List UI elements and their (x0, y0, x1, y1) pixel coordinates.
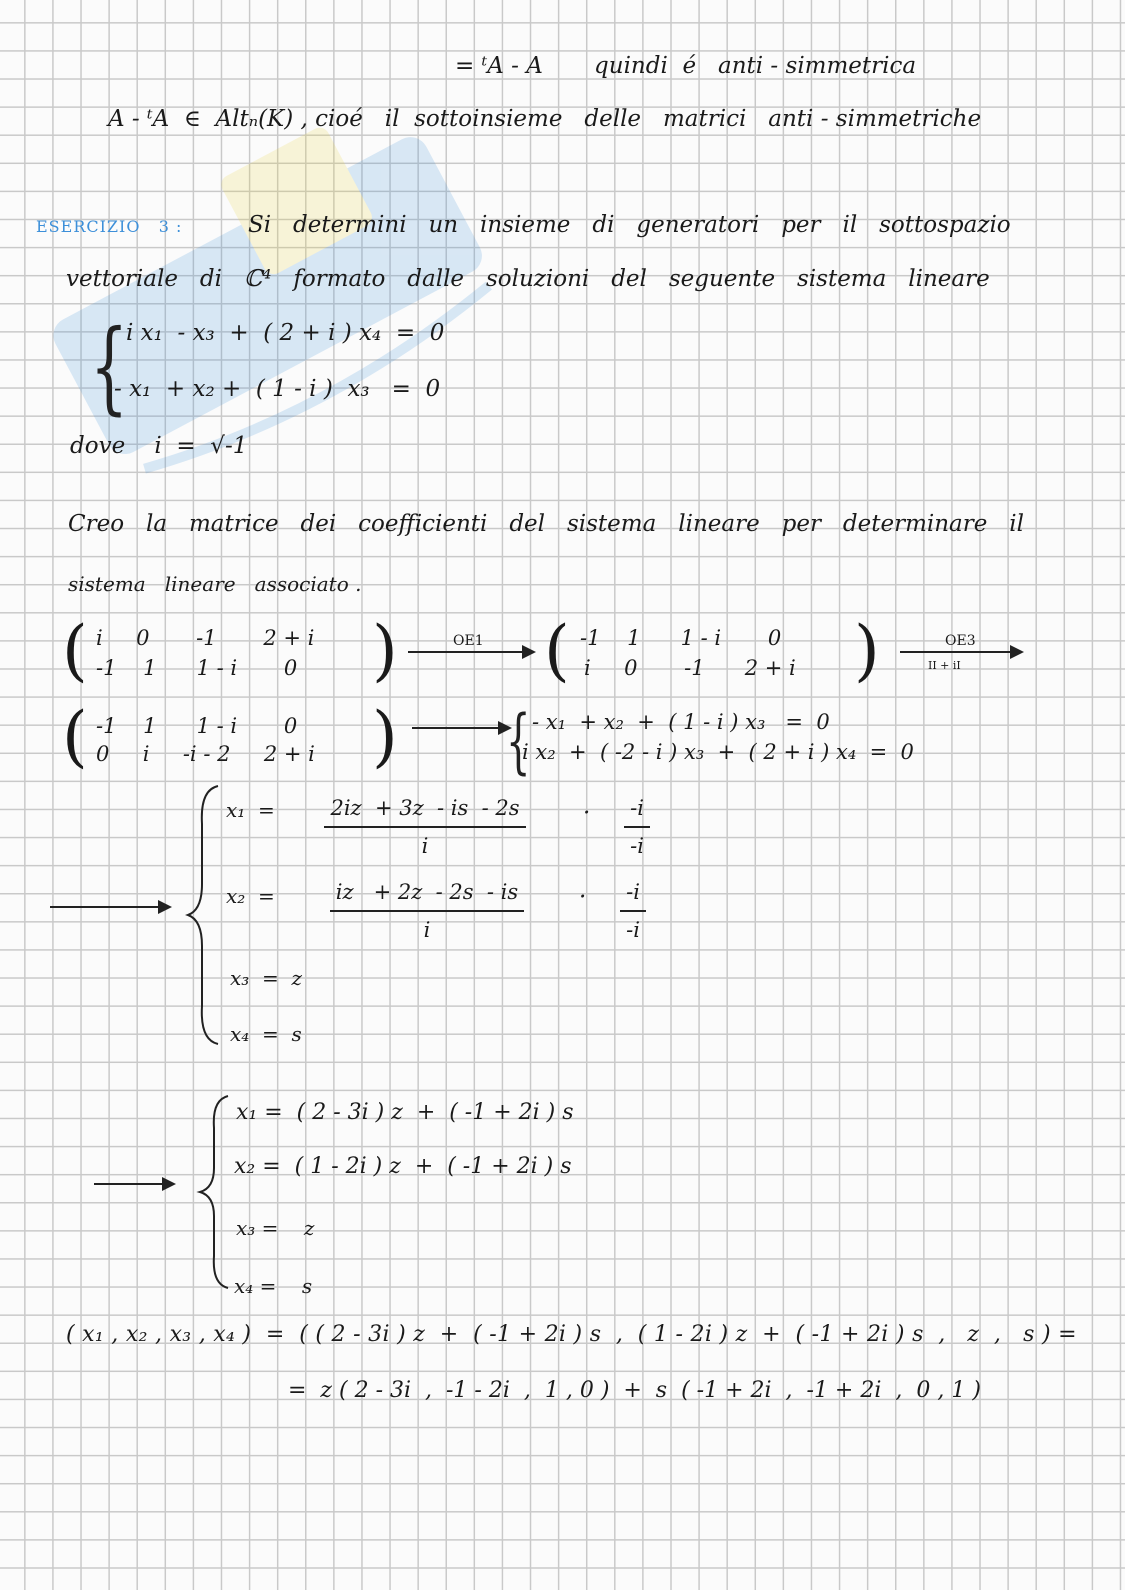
matrix-1-row-2: -1 1 1 - i 0 (96, 656, 298, 680)
sol1-x1-factor-den: -i (630, 834, 644, 858)
arrow-right-icon (412, 727, 510, 729)
dove-line: dove i = √-1 (70, 433, 248, 459)
system-brace: { (90, 308, 129, 425)
matrix-3-row-2: 0 i -i - 2 2 + i (96, 742, 315, 766)
solution-2-brace (194, 1094, 234, 1290)
sol1-x2-lhs: x₂ = (226, 884, 275, 908)
sol1-x1-fraction (294, 796, 556, 858)
arrow-right-icon (408, 651, 534, 653)
matrix-1-row-1: i 0 -1 2 + i (96, 626, 315, 650)
sol1-x2-factor-den: -i (626, 918, 640, 942)
sol1-x4: x₄ = s (230, 1022, 302, 1046)
sol2-x4: x₄ = s (234, 1274, 313, 1298)
sol1-x2-mul: · (579, 884, 587, 910)
matrix-3-right-paren: ) (372, 698, 398, 775)
matrix-1-right-paren: ) (372, 612, 398, 689)
top-line-2: A - ᵗA ∈ Altₙ(K) , cioé il sottoinsieme delle matrici anti - simmetriche (108, 106, 982, 132)
sol1-x2-denominator: i (423, 918, 431, 942)
body-text-1: Creo la matrice dei coefficienti del sistema lineare per determinare il (68, 511, 1025, 537)
final-line-1: ( x₁ , x₂ , x₃ , x₄ ) = ( ( 2 - 3i ) z + ( -1 + 2i ) s , ( 1 - 2i ) z + ( -1 + 2i ) s , z , s ) = (66, 1322, 1077, 1347)
sol1-x2-factor-num: -i (620, 880, 646, 912)
sol1-x2-numerator: iz + 2z - 2s - is (330, 880, 524, 912)
sol1-x2-fraction (296, 880, 558, 942)
system-equation-1: i x₁ - x₃ + ( 2 + i ) x₄ = 0 (126, 320, 445, 346)
exercise-label: ESERCIZIO 3 : (36, 217, 183, 236)
op-label-2-sub: II + iI (928, 659, 961, 672)
sol1-x1-factor (608, 796, 666, 858)
sol2-x1: x₁ = ( 2 - 3i ) z + ( -1 + 2i ) s (236, 1100, 574, 1125)
solution-1-brace (182, 784, 222, 1046)
op-label-1: OE1 (453, 633, 484, 649)
matrix-2-row-1: -1 1 1 - i 0 (580, 626, 782, 650)
sol2-x2: x₂ = ( 1 - 2i ) z + ( -1 + 2i ) s (234, 1154, 572, 1179)
sol2-x3: x₃ = z (236, 1216, 315, 1240)
top-line-1: = ᵗA - A quindi é anti - simmetrica (455, 53, 917, 79)
system-2-equation-1: - x₁ + x₂ + ( 1 - i ) x₃ = 0 (532, 710, 830, 734)
exercise-text-1: Si determini un insieme di generatori per il sottospazio (248, 212, 1011, 238)
matrix-3-row-1: -1 1 1 - i 0 (96, 714, 298, 738)
arrow-right-icon (50, 906, 170, 908)
sol1-x1-factor-num: -i (624, 796, 650, 828)
sol1-x1-lhs: x₁ = (226, 798, 275, 822)
sol1-x2-factor (604, 880, 662, 942)
matrix-2-row-2: i 0 -1 2 + i (584, 656, 796, 680)
arrow-right-icon (94, 1183, 174, 1185)
final-line-2: = z ( 2 - 3i , -1 - 2i , 1 , 0 ) + s ( -1 + 2i , -1 + 2i , 0 , 1 ) (288, 1378, 981, 1403)
matrix-2-right-paren: ) (854, 612, 880, 689)
body-text-2: sistema lineare associato . (68, 572, 362, 596)
sol1-x1-numerator: 2iz + 3z - is - 2s (324, 796, 525, 828)
op-label-2: OE3 (945, 633, 976, 649)
system-2-brace: { (506, 700, 531, 782)
arrow-right-icon (900, 651, 1022, 653)
sol1-x1-mul: · (583, 800, 591, 826)
matrix-3-left-paren: ( (62, 698, 88, 775)
sol1-x3: x₃ = z (230, 966, 303, 990)
matrix-2-left-paren: ( (544, 612, 570, 689)
exercise-text-2: vettoriale di ℂ⁴ formato dalle soluzioni del seguente sistema lineare (66, 266, 990, 292)
matrix-1-left-paren: ( (62, 612, 88, 689)
system-2-equation-2: i x₂ + ( -2 - i ) x₃ + ( 2 + i ) x₄ = 0 (522, 740, 914, 764)
sol1-x1-denominator: i (421, 834, 429, 858)
system-equation-2: - x₁ + x₂ + ( 1 - i ) x₃ = 0 (114, 376, 441, 402)
